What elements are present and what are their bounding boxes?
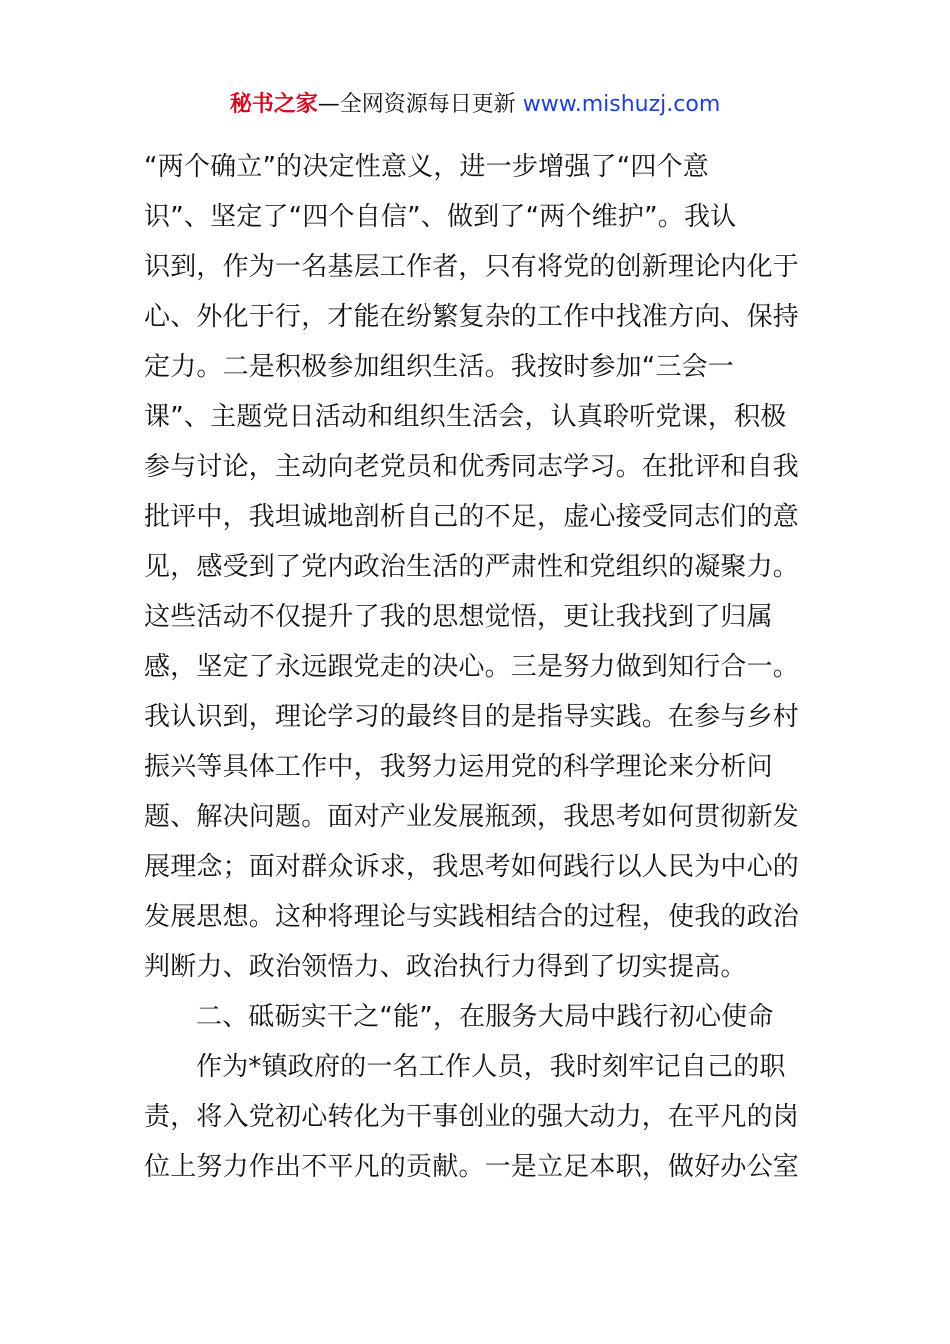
text-line: 发展思想。这种将理论与实践相结合的过程，使我的政治 xyxy=(144,902,800,932)
text-line: “两个确立”的决定性意义，进一步增强了“四个意 xyxy=(144,152,710,182)
text-line: 作为*镇政府的一名工作人员，我时刻牢记自己的职 xyxy=(196,1052,786,1082)
text-line: 这些活动不仅提升了我的思想觉悟，更让我找到了归属 xyxy=(144,602,773,632)
section-heading: 二、砥砺实干之“能”，在服务大局中践行初心使命 xyxy=(196,1002,774,1032)
text-line: 识”、坚定了“四个自信”、做到了“两个维护”。我认 xyxy=(144,202,737,232)
header-url[interactable]: www.mishuzj.com xyxy=(522,92,721,117)
text-line: 判断力、政治领悟力、政治执行力得到了切实提高。 xyxy=(144,952,747,982)
text-line: 定力。二是积极参加组织生活。我按时参加“三会一 xyxy=(144,352,735,382)
text-line: 感，坚定了永远跟党走的决心。三是努力做到知行合一。 xyxy=(144,652,800,682)
text-line: 见，感受到了党内政治生活的严肃性和党组织的凝聚力。 xyxy=(144,552,800,582)
text-line: 题、解决问题。面对产业发展瓶颈，我思考如何贯彻新发 xyxy=(144,802,800,832)
header-slogan: —全网资源每日更新 xyxy=(317,92,516,117)
text-line: 批评中，我坦诚地剖析自己的不足，虚心接受同志们的意 xyxy=(144,502,800,532)
text-line: 责，将入党初心转化为干事创业的强大动力，在平凡的岗 xyxy=(144,1102,800,1132)
text-line: 我认识到，理论学习的最终目的是指导实践。在参与乡村 xyxy=(144,702,800,732)
text-line: 课”、主题党日活动和组织生活会，认真聆听党课，积极 xyxy=(144,402,787,432)
document-body xyxy=(144,142,814,1192)
text-line: 展理念；面对群众诉求，我思考如何践行以人民为中心的 xyxy=(144,852,800,882)
text-line: 心、外化于行，才能在纷繁复杂的工作中找准方向、保持 xyxy=(144,302,800,332)
text-line: 参与讨论，主动向老党员和优秀同志学习。在批评和自我 xyxy=(144,452,800,482)
text-line: 振兴等具体工作中，我努力运用党的科学理论来分析问 xyxy=(144,752,773,782)
text-line: 识到，作为一名基层工作者，只有将党的创新理论内化于 xyxy=(144,252,800,282)
page-header xyxy=(0,88,950,122)
brand-name: 秘书之家 xyxy=(229,92,318,117)
text-line: 位上努力作出不平凡的贡献。一是立足本职，做好办公室 xyxy=(144,1152,800,1182)
